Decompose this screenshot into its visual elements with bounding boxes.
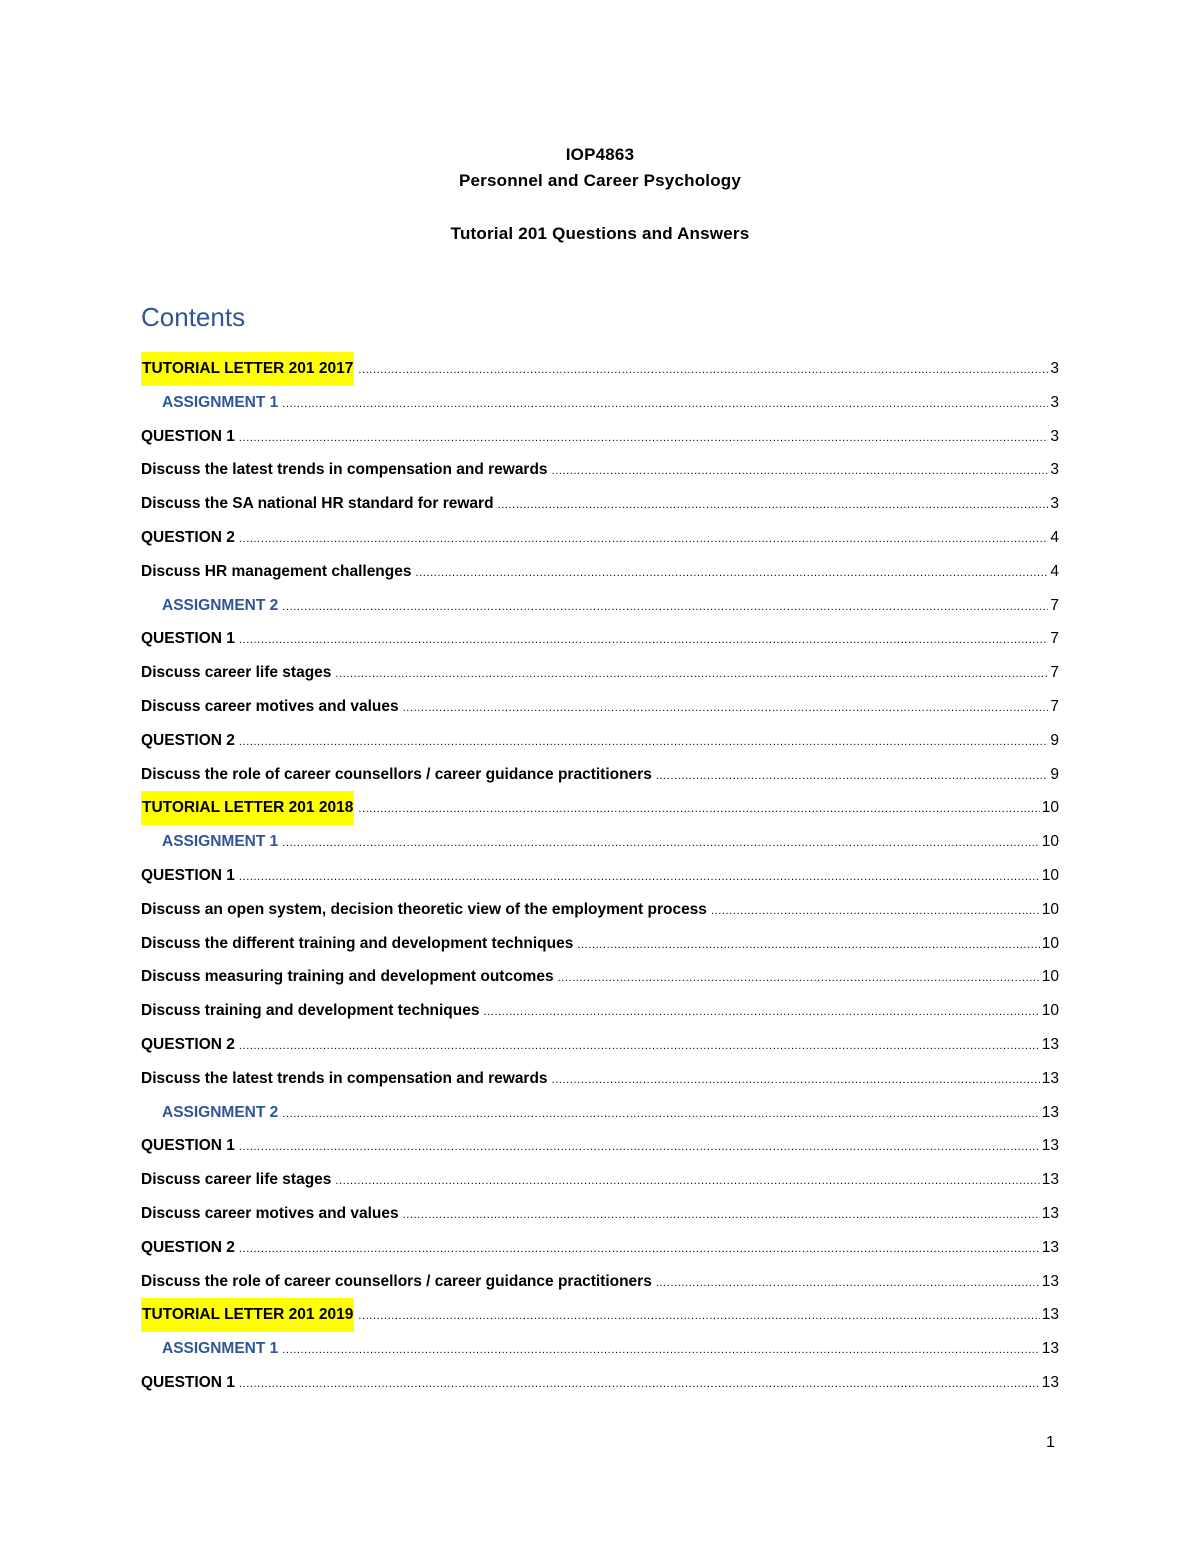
toc-dot-leader xyxy=(552,453,1049,489)
toc-entry-page[interactable]: 13 xyxy=(1041,1035,1059,1053)
toc-entry-page[interactable]: 13 xyxy=(1041,1238,1059,1256)
toc-dot-leader xyxy=(239,521,1048,557)
toc-entry-page[interactable]: 3 xyxy=(1050,427,1059,445)
toc-entry-label[interactable]: TUTORIAL LETTER 201 2017 xyxy=(141,352,354,386)
toc-dot-leader xyxy=(403,1197,1040,1233)
toc-entry-label[interactable]: Discuss career life stages xyxy=(141,664,332,682)
toc-entry-label[interactable]: Discuss an open system, decision theoretic view of the employment process xyxy=(141,900,707,918)
toc-entry-label[interactable]: Discuss the role of career counsellors / career guidance practitioners xyxy=(141,1272,652,1290)
toc-dot-leader xyxy=(335,656,1048,692)
toc-entry-page[interactable]: 13 xyxy=(1041,1137,1059,1155)
toc-dot-leader xyxy=(239,1231,1040,1267)
toc-entry[interactable] xyxy=(141,758,1059,792)
toc-entry-page[interactable]: 9 xyxy=(1050,765,1059,783)
toc-dot-leader xyxy=(239,1129,1040,1165)
toc-entry-label[interactable]: TUTORIAL LETTER 201 2019 xyxy=(141,1298,354,1332)
toc-entry-label[interactable]: Discuss the latest trends in compensation and rewards xyxy=(141,1069,548,1087)
toc-entry[interactable] xyxy=(141,1062,1059,1096)
toc-entry[interactable] xyxy=(141,893,1059,927)
toc-entry-page[interactable]: 13 xyxy=(1041,1272,1059,1290)
toc-dot-leader xyxy=(552,1062,1040,1098)
toc-entry[interactable] xyxy=(141,994,1059,1028)
toc-entry[interactable] xyxy=(141,487,1059,521)
toc-entry-label[interactable]: QUESTION 1 xyxy=(141,427,235,445)
toc-entry[interactable] xyxy=(141,1332,1059,1366)
toc-entry-page[interactable]: 13 xyxy=(1041,1103,1059,1121)
toc-entry[interactable] xyxy=(141,960,1059,994)
toc-dot-leader xyxy=(577,927,1039,963)
toc-dot-leader xyxy=(403,690,1049,726)
toc-entry[interactable] xyxy=(141,589,1059,623)
toc-dot-leader xyxy=(558,960,1040,996)
toc-entry-page[interactable]: 10 xyxy=(1041,900,1059,918)
toc-entry[interactable] xyxy=(141,1129,1059,1163)
toc-entry[interactable] xyxy=(141,1096,1059,1130)
toc-entry[interactable] xyxy=(141,859,1059,893)
toc-dot-leader xyxy=(282,386,1048,422)
toc-entry-label[interactable]: TUTORIAL LETTER 201 2018 xyxy=(141,791,354,825)
toc-entry[interactable] xyxy=(141,352,1059,386)
toc-entry-page[interactable]: 7 xyxy=(1050,664,1059,682)
toc-dot-leader xyxy=(239,1028,1040,1064)
toc-entry-page[interactable]: 13 xyxy=(1041,1204,1059,1222)
toc-entry-label[interactable]: Discuss measuring training and development outcomes xyxy=(141,968,554,986)
toc-entry-label[interactable]: Discuss the role of career counsellors / career guidance practitioners xyxy=(141,765,652,783)
toc-entry[interactable] xyxy=(141,1231,1059,1265)
toc-entry-label[interactable]: Discuss the SA national HR standard for reward xyxy=(141,495,494,513)
toc-entry-page[interactable]: 3 xyxy=(1050,360,1059,377)
toc-entry[interactable] xyxy=(141,386,1059,420)
toc-entry-label[interactable]: Discuss career life stages xyxy=(141,1171,332,1189)
toc-dot-leader xyxy=(335,1163,1039,1199)
toc-entry-label[interactable]: ASSIGNMENT 1 xyxy=(162,833,279,851)
toc-entry[interactable] xyxy=(141,656,1059,690)
toc-entry[interactable] xyxy=(141,420,1059,454)
toc-dot-leader xyxy=(239,859,1040,895)
toc-entry-label[interactable]: Discuss career motives and values xyxy=(141,1204,399,1222)
toc-dot-leader xyxy=(498,487,1049,523)
toc-entry-page[interactable]: 3 xyxy=(1050,461,1059,479)
toc-entry[interactable] xyxy=(141,1197,1059,1231)
toc-entry-label[interactable]: QUESTION 2 xyxy=(141,1238,235,1256)
toc-entry-page[interactable]: 9 xyxy=(1050,731,1059,749)
toc-dot-leader xyxy=(239,1366,1040,1402)
toc-entry-label[interactable]: ASSIGNMENT 1 xyxy=(162,1340,279,1358)
toc-dot-leader xyxy=(484,994,1040,1030)
toc-entry-page[interactable]: 10 xyxy=(1041,799,1059,817)
toc-entry-page[interactable]: 4 xyxy=(1050,562,1059,580)
toc-dot-leader xyxy=(358,1298,1039,1334)
page-number: 1 xyxy=(1046,1434,1055,1451)
toc-entry[interactable] xyxy=(141,1366,1059,1400)
toc-entry-page[interactable]: 4 xyxy=(1050,528,1059,546)
toc-entry[interactable] xyxy=(141,791,1059,825)
toc-entry-page[interactable]: 10 xyxy=(1041,968,1059,986)
toc-entry-page[interactable]: 7 xyxy=(1050,697,1059,715)
toc-dot-leader xyxy=(656,758,1049,794)
toc-entry-label[interactable]: Discuss the different training and development techniques xyxy=(141,934,574,952)
toc-entry-page[interactable]: 7 xyxy=(1050,630,1059,648)
toc-entry-page[interactable]: 10 xyxy=(1041,866,1059,884)
toc-dot-leader xyxy=(282,589,1048,625)
toc-entry-label[interactable]: Discuss career motives and values xyxy=(141,697,399,715)
toc-dot-leader xyxy=(239,724,1048,760)
toc-entry[interactable] xyxy=(141,555,1059,589)
toc-entry-label[interactable]: QUESTION 1 xyxy=(141,1137,235,1155)
toc-dot-leader xyxy=(239,622,1048,658)
table-of-contents xyxy=(141,352,1059,1400)
toc-dot-leader xyxy=(656,1265,1040,1301)
toc-entry-label[interactable]: Discuss HR management challenges xyxy=(141,562,412,580)
course-code: IOP4863 xyxy=(565,145,635,164)
toc-entry[interactable] xyxy=(141,1265,1059,1299)
toc-entry[interactable] xyxy=(141,453,1059,487)
toc-entry[interactable] xyxy=(141,690,1059,724)
toc-entry-page[interactable]: 13 xyxy=(1041,1171,1059,1189)
toc-entry[interactable] xyxy=(141,1298,1059,1332)
toc-entry-label[interactable]: QUESTION 2 xyxy=(141,731,235,749)
toc-entry-label[interactable]: ASSIGNMENT 1 xyxy=(162,393,279,411)
toc-entry-label[interactable]: QUESTION 2 xyxy=(141,528,235,546)
toc-entry[interactable] xyxy=(141,521,1059,555)
toc-dot-leader xyxy=(358,791,1039,827)
toc-entry-page[interactable]: 10 xyxy=(1041,934,1059,952)
toc-dot-leader xyxy=(416,555,1049,591)
course-title: Personnel and Career Psychology xyxy=(458,171,742,190)
toc-entry-label[interactable]: ASSIGNMENT 2 xyxy=(162,596,279,614)
toc-entry[interactable] xyxy=(141,1163,1059,1197)
toc-dot-leader xyxy=(239,420,1048,456)
toc-dot-leader xyxy=(282,1096,1039,1132)
toc-entry-page[interactable]: 10 xyxy=(1041,833,1059,851)
toc-entry-label[interactable]: QUESTION 1 xyxy=(141,866,235,884)
toc-entry[interactable] xyxy=(141,724,1059,758)
toc-dot-leader xyxy=(282,1332,1039,1368)
toc-entry-page[interactable]: 13 xyxy=(1041,1306,1059,1324)
toc-entry-page[interactable]: 3 xyxy=(1050,393,1059,411)
toc-entry[interactable] xyxy=(141,622,1059,656)
toc-entry-page[interactable]: 10 xyxy=(1041,1002,1059,1020)
toc-entry-label[interactable]: QUESTION 1 xyxy=(141,1373,235,1391)
toc-entry[interactable] xyxy=(141,1028,1059,1062)
toc-dot-leader xyxy=(282,825,1039,861)
toc-entry[interactable] xyxy=(141,927,1059,961)
toc-entry-label[interactable]: QUESTION 1 xyxy=(141,630,235,648)
toc-entry-page[interactable]: 3 xyxy=(1050,495,1059,513)
toc-entry[interactable] xyxy=(141,825,1059,859)
toc-entry-page[interactable]: 13 xyxy=(1041,1340,1059,1358)
toc-entry-label[interactable]: QUESTION 2 xyxy=(141,1035,235,1053)
contents-heading: Contents xyxy=(141,302,246,332)
toc-entry-label[interactable]: ASSIGNMENT 2 xyxy=(162,1103,279,1121)
document-subtitle: Tutorial 201 Questions and Answers xyxy=(450,224,750,243)
toc-entry-page[interactable]: 13 xyxy=(1041,1069,1059,1087)
toc-entry-page[interactable]: 7 xyxy=(1050,596,1059,614)
toc-entry-label[interactable]: Discuss training and development techniques xyxy=(141,1002,480,1020)
toc-dot-leader xyxy=(358,352,1048,388)
toc-entry-label[interactable]: Discuss the latest trends in compensation and rewards xyxy=(141,461,548,479)
toc-entry-page[interactable]: 13 xyxy=(1041,1373,1059,1391)
toc-dot-leader xyxy=(711,893,1040,929)
